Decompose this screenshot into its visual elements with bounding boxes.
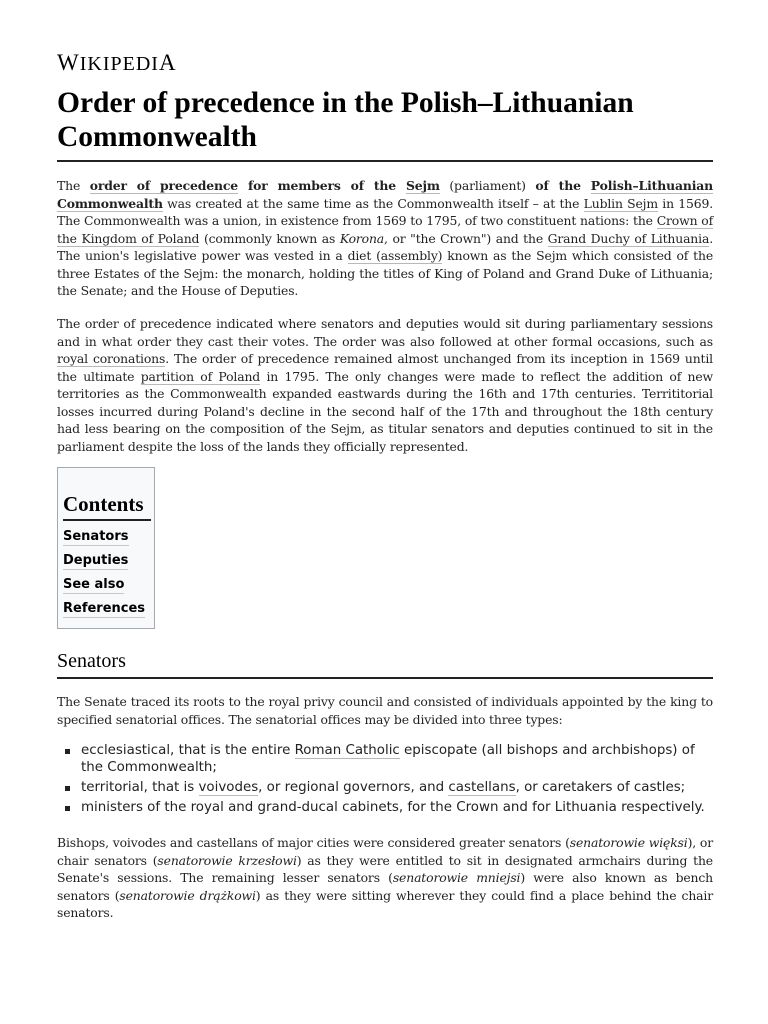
intro-paragraph-1: The order of precedence for members of the Sejm (parliament) of the Polish–Lithuanian Commonwealth was created at the same time as the Commonwealth itself – at the Lublin Sejm in 1569. The Commonwealth was a union, in existence from 1569 to 1795, of two constituent nations: the Crown of the Kingdom of Poland (commonly known as Korona, or "the Crown") and the Grand Duchy of Lithuania. The union's legislative power was vested in a diet (assembly) known as the Sejm which consisted of the three Estates of the Sejm: the monarch, holding the titles of King of Poland and Grand Duke of Lithuania; the Senate; and the House of Deputies. — [57, 178, 714, 298]
link-voivodes[interactable]: voivodes — [198, 780, 259, 795]
toc-item-references[interactable]: References — [63, 601, 146, 616]
bullet — [65, 786, 70, 791]
link-roman-catholic[interactable]: Roman Catholic — [294, 743, 400, 758]
link-partition-of-poland[interactable]: partition of Poland — [140, 368, 261, 384]
link-royal-coronations[interactable]: royal coronations — [57, 351, 166, 366]
list-item: ecclesiastical, that is the entire Roman Catholic episcopate (all bishops and archbishops) of the Commonwealth; — [57, 742, 717, 776]
link-grand-duchy-of-lithuania[interactable]: Grand Duchy of Lithuania — [547, 230, 710, 246]
table-of-contents — [57, 467, 155, 629]
toc-item-see-also[interactable]: See also — [63, 577, 125, 592]
section-heading-senators: Senators — [57, 649, 713, 679]
wikipedia-logo[interactable]: WIKIPEDIA — [57, 50, 177, 75]
toc-item-deputies[interactable]: Deputies — [63, 553, 129, 568]
list-item: ministers of the royal and grand-ducal cabinets, for the Crown and for Lithuania respectively. — [57, 799, 717, 816]
link-sejm[interactable]: Sejm — [405, 178, 440, 193]
link-order-of-precedence[interactable]: order of precedence — [89, 178, 238, 193]
senators-paragraph-2: Bishops, voivodes and castellans of major cities were considered greater senators (senatorowie więksi), or chair senators (senatorowie krzesłowi) as they were entitled to sit in designated armchairs during the Senate's sessions. The remaining lesser senators (senatorowie mniejsi) were also known as bench senators (senatorowie drążkowi) as they were sitting wherever they could find a place behind the chair senators. — [57, 835, 714, 920]
page-title: Order of precedence in the Polish–Lithuanian Commonwealth — [57, 86, 713, 162]
list-item: territorial, that is voivodes, or regional governors, and castellans, or caretakers of castles; — [57, 779, 717, 796]
link-crown-of-poland[interactable]: Crown of the Kingdom of Poland — [57, 213, 714, 246]
bullet — [65, 749, 70, 754]
bullet — [65, 806, 70, 811]
senatorial-office-types — [57, 742, 717, 819]
link-commonwealth[interactable]: Polish–Lithuanian Commonwealth — [57, 178, 713, 211]
senators-paragraph-1: The Senate traced its roots to the royal privy council and consisted of individuals appointed by the king to specified senatorial offices. The senatorial offices may be divided into three types: — [57, 694, 713, 727]
link-castellans[interactable]: castellans — [448, 780, 516, 795]
intro-paragraph-2: The order of precedence indicated where senators and deputies would sit during parliamentary sessions and in what order they cast their votes. The order was also followed at other formal occasions, such as royal coronations. The order of precedence remained almost unchanged from its inception in 1569 until the ultimate partition of Poland in 1795. The only changes were made to reflect the addition of new territories as the Commonwealth expanded eastwards during the 16th and 17th centuries. Territitorial losses incurred during Poland's decline in the second half of the 17th and throughout the 18th century had less bearing on the composition of the Sejm, as titular senators and deputies continued to sit in the parliament despite the loss of the lands they officially represented. — [57, 316, 713, 454]
link-lublin-sejm[interactable]: Lublin Sejm — [583, 195, 658, 211]
toc-title: Contents — [63, 492, 151, 521]
link-diet-assembly[interactable]: diet (assembly) — [347, 248, 443, 263]
toc-item-senators[interactable]: Senators — [63, 529, 129, 544]
